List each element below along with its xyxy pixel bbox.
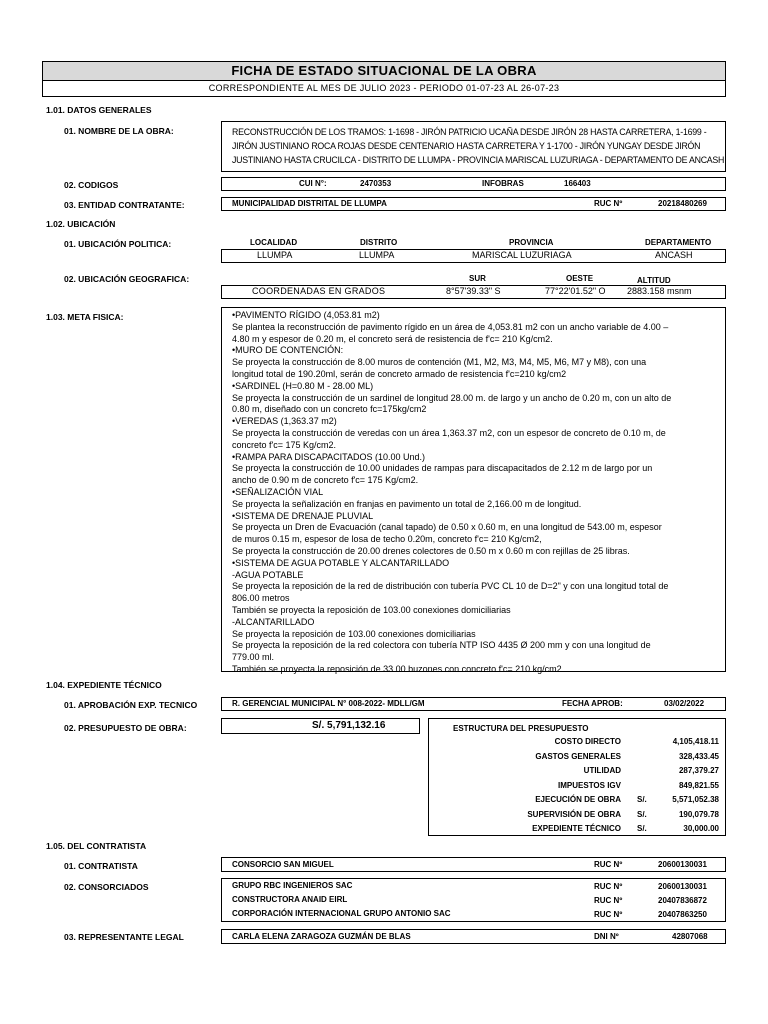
geo-coord-label: COORDENADAS EN GRADOS bbox=[252, 286, 386, 296]
section-datos-generales: 1.01. DATOS GENERALES bbox=[46, 105, 152, 115]
header-distrito: DISTRITO bbox=[360, 238, 398, 247]
infobras-value: 166403 bbox=[564, 179, 591, 188]
meta-line: •SEÑALIZACIÓN VIAL bbox=[232, 486, 324, 497]
estructura-label: COSTO DIRECTO bbox=[554, 737, 621, 746]
header-departamento: DEPARTAMENTO bbox=[645, 238, 712, 247]
meta-fisica-box bbox=[221, 307, 726, 672]
meta-line: 4.80 m y espesor de 0.20 m, el concreto será de resistencia de f'c= 210 Kg/cm2. bbox=[232, 333, 553, 344]
geo-sur-value: 8°57'39.33" S bbox=[446, 286, 501, 296]
meta-line: Se proyecta la construcción de 8.00 muros de contención (M1, M2, M3, M4, M5, M6, M7 y M8), con una bbox=[232, 357, 647, 368]
ubicacion-values-box bbox=[221, 249, 726, 263]
meta-line: Se proyecta un Dren de Evacuación (canal tapado) de 0.50 x 0.60 m, en una longitud de 543.00 m, espesor bbox=[232, 522, 662, 533]
estructura-label: SUPERVISIÓN DE OBRA bbox=[527, 809, 621, 819]
aprobacion-label: 01. APROBACIÓN EXP. TECNICO bbox=[64, 700, 198, 710]
estructura-currency: S/. bbox=[637, 824, 647, 833]
meta-line: Se proyecta la reposición de la red colectora con tubería NTP ISO 4435 Ø 200 mm y con una longitud de bbox=[232, 640, 651, 651]
contratista-value: CONSORCIO SAN MIGUEL bbox=[232, 860, 334, 869]
codigos-label: 02. CODIGOS bbox=[64, 180, 119, 190]
consorciado-2-name: CONSTRUCTORA ANAID EIRL bbox=[232, 895, 348, 904]
dni-value: 42807068 bbox=[672, 932, 708, 941]
presupuesto-box bbox=[221, 718, 420, 734]
meta-line: longitud total de 190.20ml, serán de concreto armado de resistencia f'c=210 kg/cm2 bbox=[232, 368, 567, 379]
estructura-currency: S/. bbox=[637, 809, 647, 819]
consorciado-2-ruc-label: RUC Nº bbox=[594, 896, 623, 905]
aprobacion-value: R. GERENCIAL MUNICIPAL N° 008-2022- MDLL/GM bbox=[232, 699, 425, 708]
representante-label: 03. REPRESENTANTE LEGAL bbox=[64, 932, 184, 942]
nombre-obra-line-1: RECONSTRUCCIÓN DE LOS TRAMOS: 1-1698 - JIRÓN PATRICIO UCAÑA DESDE JIRÓN 28 HASTA CARRETERA, 1-1699 - bbox=[232, 127, 707, 137]
meta-line: •SARDINEL (H=0.80 M - 28.00 ML) bbox=[232, 380, 374, 391]
estructura-box bbox=[428, 718, 726, 836]
meta-line: •RAMPA PARA DISCAPACITADOS (10.00 Und.) bbox=[232, 451, 426, 462]
nombre-obra-line-3: JUSTINIANO HASTA CRUCILCA - DISTRITO DE LLUMPA - PROVINCIA MARISCAL LUZURIAGA - DEPARTAMENTO DE ANCASH bbox=[232, 155, 725, 165]
nombre-obra-box bbox=[221, 121, 726, 172]
meta-line: Se proyecta la construcción de 20.00 drenes colectores de 0.50 m x 0.60 m con rejillas de 25 libras. bbox=[232, 545, 630, 556]
estructura-label: EXPEDIENTE TÉCNICO bbox=[532, 824, 621, 833]
consorciado-1-ruc-label: RUC Nº bbox=[594, 882, 623, 891]
entidad-label: 03. ENTIDAD CONTRATANTE: bbox=[64, 200, 185, 210]
cui-value: 2470353 bbox=[360, 179, 392, 188]
estructura-value: 190,079.78 bbox=[678, 809, 719, 819]
meta-line: 806.00 metros bbox=[232, 593, 290, 604]
estructura-value: 849,821.55 bbox=[678, 780, 719, 790]
geo-values-box bbox=[221, 285, 726, 299]
consorciado-1-name: GRUPO RBC INGENIEROS SAC bbox=[232, 881, 353, 890]
meta-line: -AGUA POTABLE bbox=[232, 569, 304, 580]
entidad-ruc-label: RUC Nº bbox=[594, 199, 623, 208]
meta-line: •PAVIMENTO RÍGIDO (4,053.81 m2) bbox=[232, 310, 380, 320]
page-title: FICHA DE ESTADO SITUACIONAL DE LA OBRA bbox=[231, 63, 537, 78]
nombre-obra-line-2: JIRÓN JUSTINIANO ROCA ROJAS DESDE CENTENARIO HASTA CARRETERA Y 1-1700 - JIRÓN YUNGAY DESDE JIRÓN bbox=[232, 141, 701, 151]
presupuesto-label: 02. PRESUPUESTO DE OBRA: bbox=[64, 723, 187, 733]
consorciado-1-ruc: 20600130031 bbox=[658, 882, 707, 891]
ubicacion-politica-label: 01. UBICACIÓN POLITICA: bbox=[64, 239, 172, 249]
representante-value: CARLA ELENA ZARAGOZA GUZMÁN DE BLAS bbox=[232, 932, 411, 941]
section-meta-fisica: 1.03. META FISICA: bbox=[46, 312, 124, 322]
meta-line: Se proyecta la construcción de veredas con un área 1,363.37 m2, con un espesor de concreto de 0.10 m, de bbox=[232, 427, 666, 438]
estructura-label: UTILIDAD bbox=[583, 766, 621, 775]
contratista-ruc-label: RUC Nº bbox=[594, 860, 623, 869]
representante-box bbox=[221, 929, 726, 944]
estructura-label: EJECUCIÓN DE OBRA bbox=[535, 795, 621, 804]
estructura-value: 4,105,418.11 bbox=[672, 737, 719, 746]
consorciado-3-ruc-label: RUC Nº bbox=[594, 910, 623, 919]
section-expediente: 1.04. EXPEDIENTE TÉCNICO bbox=[46, 680, 162, 690]
consorciados-label: 02. CONSORCIADOS bbox=[64, 882, 149, 892]
entidad-box bbox=[221, 197, 726, 211]
consorciado-3-ruc: 20407863250 bbox=[658, 910, 707, 919]
estructura-label: IMPUESTOS IGV bbox=[558, 780, 621, 790]
subtitle-box bbox=[42, 81, 726, 97]
cui-label: CUI N°: bbox=[299, 179, 327, 188]
meta-line: Se proyecta la reposición de 103.00 conexiones domiciliarias bbox=[232, 628, 476, 639]
meta-line: ancho de 0.90 m de concreto f'c= 175 Kg/cm2. bbox=[232, 475, 419, 486]
value-departamento: ANCASH bbox=[655, 250, 693, 260]
meta-line: Se proyecta la construcción de 10.00 unidades de rampas para discapacitados de 2.12 m de largo por un bbox=[232, 463, 653, 474]
meta-line: •SISTEMA DE AGUA POTABLE Y ALCANTARILLADO bbox=[232, 557, 450, 568]
geo-oeste-value: 77°22'01.52" O bbox=[545, 286, 606, 296]
meta-line: 0.80 m, diseñado con un concreto fc=175kg/cm2 bbox=[232, 404, 427, 415]
meta-line: Se proyecta la reposición de la red de distribución con tubería PVC CL 10 de D=2" y con una longitud total de bbox=[232, 581, 669, 592]
meta-line: Se proyecta la señalización en franjas en pavimento un total de 2,166.00 m de longitud. bbox=[232, 498, 582, 509]
header-sur: SUR bbox=[469, 274, 486, 283]
header-oeste: OESTE bbox=[566, 274, 594, 283]
contratista-label: 01. CONTRATISTA bbox=[64, 861, 138, 871]
aprobacion-box bbox=[221, 697, 726, 711]
meta-line: También se proyecta la reposición de 33.00 buzones con concreto f'c= 210 kg/cm2. bbox=[232, 663, 565, 674]
meta-line: 779.00 ml. bbox=[232, 652, 275, 663]
fecha-aprob-value: 03/02/2022 bbox=[664, 699, 705, 708]
meta-line: -ALCANTARILLADO bbox=[232, 616, 315, 627]
consorciado-2-ruc: 20407836872 bbox=[658, 896, 707, 905]
meta-line: •MURO DE CONTENCIÓN: bbox=[232, 345, 344, 356]
estructura-value: 328,433.45 bbox=[678, 751, 719, 761]
meta-line: •VEREDAS (1,363.37 m2) bbox=[232, 416, 337, 427]
consorciados-box bbox=[221, 878, 726, 922]
header-provincia: PROVINCIA bbox=[509, 238, 554, 247]
estructura-title: ESTRUCTURA DEL PRESUPUESTO bbox=[453, 724, 589, 733]
consorciado-3-name: CORPORACIÓN INTERNACIONAL GRUPO ANTONIO SAC bbox=[232, 909, 451, 918]
value-distrito: LLUMPA bbox=[359, 250, 395, 260]
presupuesto-value: S/. 5,791,132.16 bbox=[312, 720, 386, 731]
meta-line: de muros 0.15 m, espesor de losa de techo 0.20m, concreto f'c= 210 Kg/cm2, bbox=[232, 534, 542, 545]
title-box bbox=[42, 61, 726, 81]
contratista-box bbox=[221, 857, 726, 872]
estructura-value: 5,571,052.38 bbox=[672, 795, 719, 804]
fecha-aprob-label: FECHA APROB: bbox=[562, 699, 623, 708]
meta-line: Se proyecta la construcción de un sardinel de longitud 28.00 m. de largo y un ancho de 0.20 m, con un alto de bbox=[232, 392, 672, 403]
value-localidad: LLUMPA bbox=[257, 250, 293, 260]
meta-line: También se proyecta la reposición de 103.00 conexiones domiciliarias bbox=[232, 604, 511, 615]
geo-altitud-value: 2883.158 msnm bbox=[627, 286, 692, 296]
meta-line: •SISTEMA DE DRENAJE PLUVIAL bbox=[232, 510, 374, 521]
codigos-box bbox=[221, 177, 726, 191]
dni-label: DNI Nº bbox=[594, 932, 619, 941]
header-altitud: ALTITUD bbox=[637, 276, 671, 285]
meta-line: Se plantea la reconstrucción de pavimento rígido en un área de 4,053.81 m2 con un ancho variable de 4.00 – bbox=[232, 321, 669, 332]
estructura-value: 30,000.00 bbox=[683, 824, 719, 833]
entidad-value: MUNICIPALIDAD DISTRITAL DE LLUMPA bbox=[232, 199, 387, 208]
estructura-currency: S/. bbox=[637, 795, 647, 804]
estructura-label: GASTOS GENERALES bbox=[535, 751, 621, 761]
entidad-ruc-value: 20218480269 bbox=[658, 199, 707, 208]
estructura-value: 287,379.27 bbox=[678, 766, 719, 775]
section-contratista: 1.05. DEL CONTRATISTA bbox=[46, 841, 147, 851]
infobras-label: INFOBRAS bbox=[482, 179, 524, 188]
value-provincia: MARISCAL LUZURIAGA bbox=[472, 250, 572, 260]
header-localidad: LOCALIDAD bbox=[250, 238, 298, 247]
nombre-obra-label: 01. NOMBRE DE LA OBRA: bbox=[64, 126, 174, 136]
contratista-ruc-value: 20600130031 bbox=[658, 860, 707, 869]
meta-line: concreto f'c= 175 Kg/cm2. bbox=[232, 439, 337, 450]
page-subtitle: CORRESPONDIENTE AL MES DE JULIO 2023 - PERIODO 01-07-23 AL 26-07-23 bbox=[208, 83, 560, 93]
section-ubicacion: 1.02. UBICACIÓN bbox=[46, 219, 116, 229]
ubicacion-geografica-label: 02. UBICACIÓN GEOGRAFICA: bbox=[64, 274, 190, 284]
